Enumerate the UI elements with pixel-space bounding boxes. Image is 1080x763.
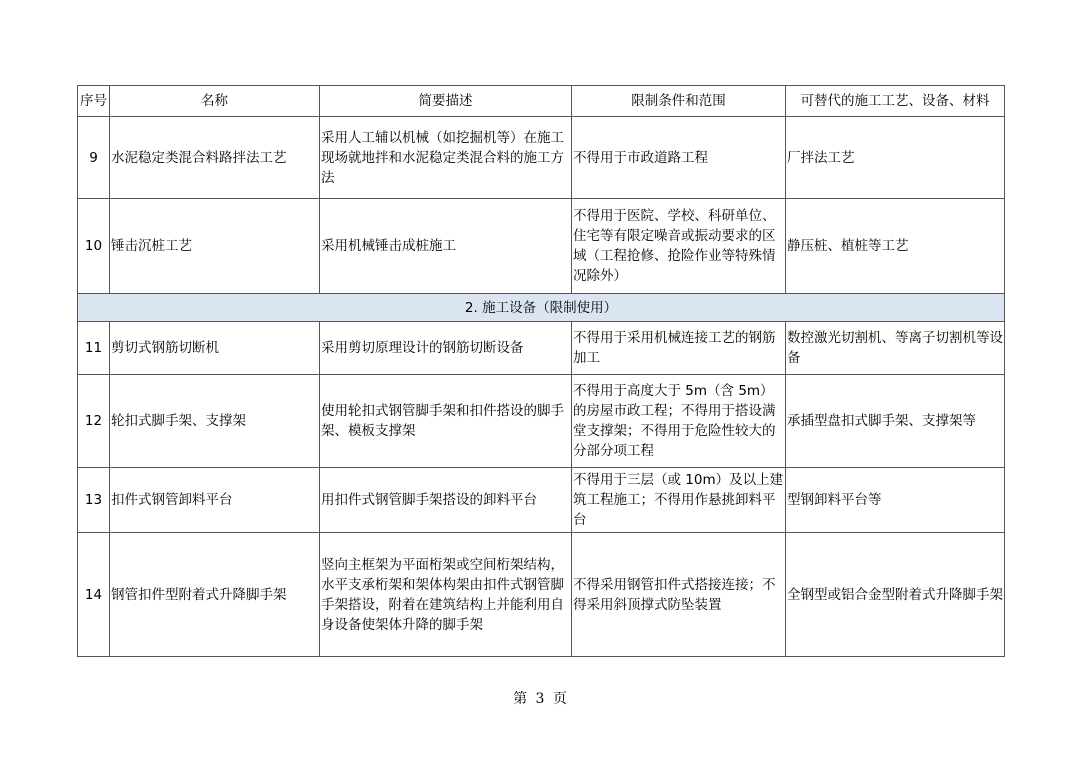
section-title: 2. 施工设备（限制使用） [78, 294, 1005, 322]
section-header-row [78, 294, 1005, 322]
table-row [78, 199, 1005, 294]
table-header-row [78, 86, 1005, 117]
row-number: 10 [78, 199, 110, 294]
row-alternative: 承插型盘扣式脚手架、支撑架等 [786, 375, 1005, 468]
row-description: 采用剪切原理设计的钢筋切断设备 [320, 322, 572, 375]
row-description: 采用机械锤击成桩施工 [320, 199, 572, 294]
row-name: 锤击沉桩工艺 [110, 199, 320, 294]
row-restriction: 不得用于市政道路工程 [572, 117, 786, 199]
row-restriction: 不得用于三层（或 10m）及以上建筑工程施工；不得用作悬挑卸料平台 [572, 468, 786, 533]
row-name: 钢管扣件型附着式升降脚手架 [110, 533, 320, 657]
row-name: 剪切式钢筋切断机 [110, 322, 320, 375]
table-row [78, 117, 1005, 199]
header-serial-no: 序号 [78, 86, 110, 117]
row-alternative: 数控激光切割机、等离子切割机等设备 [786, 322, 1005, 375]
row-description: 竖向主框架为平面桁架或空间桁架结构，水平支承桁架和架体构架由扣件式钢管脚手架搭设，附着在建筑结构上并能利用自身设备使架体升降的脚手架 [320, 533, 572, 657]
row-number: 13 [78, 468, 110, 533]
table-row [78, 468, 1005, 533]
row-restriction: 不得采用钢管扣件式搭接连接；不得采用斜顶撑式防坠装置 [572, 533, 786, 657]
row-number: 12 [78, 375, 110, 468]
row-name: 轮扣式脚手架、支撑架 [110, 375, 320, 468]
row-restriction: 不得用于医院、学校、科研单位、住宅等有限定噪音或振动要求的区域（工程抢修、抢险作业等特殊情况除外） [572, 199, 786, 294]
row-alternative: 型钢卸料平台等 [786, 468, 1005, 533]
row-description: 使用轮扣式钢管脚手架和扣件搭设的脚手架、模板支撑架 [320, 375, 572, 468]
row-description: 用扣件式钢管脚手架搭设的卸料平台 [320, 468, 572, 533]
row-name: 扣件式钢管卸料平台 [110, 468, 320, 533]
row-description: 采用人工辅以机械（如挖掘机等）在施工现场就地拌和水泥稳定类混合料的施工方法 [320, 117, 572, 199]
row-alternative: 厂拌法工艺 [786, 117, 1005, 199]
table-row [78, 322, 1005, 375]
row-restriction: 不得用于高度大于 5m（含 5m）的房屋市政工程；不得用于搭设满堂支撑架；不得用于危险性较大的分部分项工程 [572, 375, 786, 468]
header-name: 名称 [110, 86, 320, 117]
table-row [78, 533, 1005, 657]
row-alternative: 静压桩、植桩等工艺 [786, 199, 1005, 294]
header-restriction: 限制条件和范围 [572, 86, 786, 117]
header-description: 简要描述 [320, 86, 572, 117]
table-row [78, 375, 1005, 468]
row-alternative: 全钢型或铝合金型附着式升降脚手架 [786, 533, 1005, 657]
regulation-table [77, 85, 1005, 657]
row-restriction: 不得用于采用机械连接工艺的钢筋加工 [572, 322, 786, 375]
row-number: 9 [78, 117, 110, 199]
page-number: 第 3 页 [513, 691, 567, 707]
row-number: 14 [78, 533, 110, 657]
row-name: 水泥稳定类混合料路拌法工艺 [110, 117, 320, 199]
row-number: 11 [78, 322, 110, 375]
header-alternative: 可替代的施工工艺、设备、材料 [786, 86, 1005, 117]
